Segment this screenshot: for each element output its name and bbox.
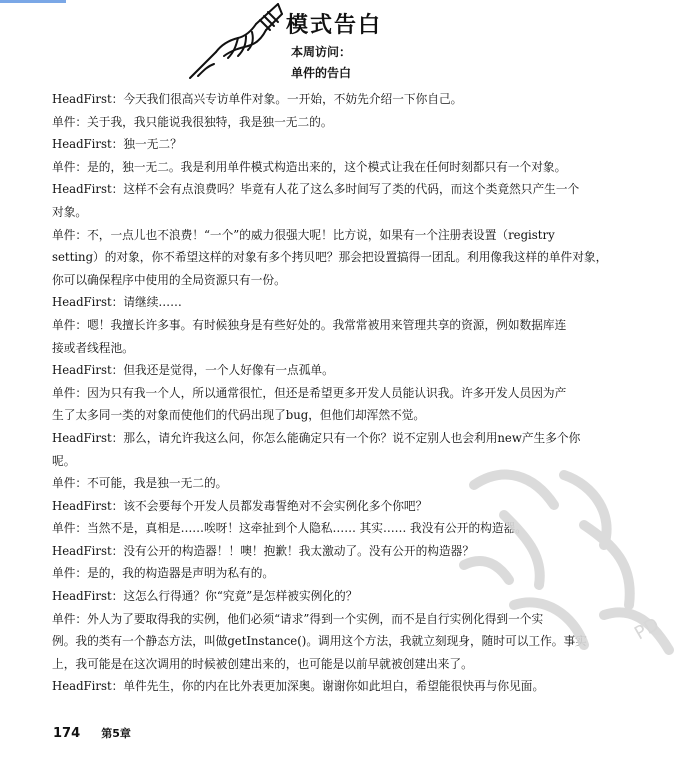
- dialogue-line: 单件：外人为了要取得我的实例，他们必须“请求”得到一个实例，而不是自行实例化得到一个实: [52, 611, 544, 626]
- dialogue-line: HeadFirst：那么，请允许我这么问，你怎么能确定只有一个你？说不定别人也会利用new产生多个你: [52, 430, 581, 445]
- dialogue: [52, 88, 646, 698]
- hand-with-pen-icon: [186, 0, 286, 82]
- dialogue-line: HeadFirst：这样不会有点浪费吗？毕竟有人花了这么多时间写了类的代码，而这个类竟然只产生一个: [52, 182, 580, 197]
- page-title: 模式告白: [286, 13, 383, 38]
- dialogue-line: 生了太多同一类的对象而使他们的代码出现了bug，但他们却浑然不觉。: [52, 408, 426, 423]
- page-number: 174: [53, 726, 81, 741]
- dialogue-line: HeadFirst：没有公开的构造器！！噢！抱歉！我太激动了。没有公开的构造器？: [52, 543, 475, 558]
- chapter-label: 第5章: [101, 727, 131, 740]
- top-rule: [0, 0, 66, 3]
- dialogue-line: 单件：不可能，我是独一无二的。: [52, 476, 228, 491]
- dialogue-line: 单件：因为只有我一个人，所以通常很忙，但还是希望更多开发人员能认识我。许多开发人员因为产: [52, 385, 567, 400]
- dialogue-line: 单件：当然不是，真相是……唉呀！这牵扯到个人隐私…… 其实…… 我没有公开的构造器。: [52, 521, 527, 536]
- dialogue-line: 单件：关于我，我只能说我很独特，我是独一无二的。: [52, 114, 333, 129]
- interview-subject: 单件的告白: [291, 66, 352, 80]
- dialogue-line: HeadFirst：请继续……: [52, 295, 182, 310]
- dialogue-line: 呢。: [52, 453, 76, 468]
- dialogue-line: HeadFirst：该不会要每个开发人员都发毒誓绝对不会实例化多个你吧？: [52, 498, 428, 513]
- dialogue-line: 单件：是的，独一无二。我是利用单件模式构造出来的，这个模式让我在任何时刻都只有一个对象。: [52, 159, 567, 174]
- dialogue-line: 单件：不，一点儿也不浪费！“一个”的威力很强大呢！比方说，如果有一个注册表设置（registry: [52, 227, 555, 242]
- dialogue-line: 对象。: [52, 204, 88, 219]
- page-footer: [53, 722, 131, 741]
- dialogue-line: 你可以确保程序中使用的全局资源只有一份。: [52, 272, 286, 287]
- dialogue-line: HeadFirst：独一无二？: [52, 137, 182, 152]
- dialogue-line: setting）的对象，你不希望这样的对象有多个拷贝吧？那会把设置搞得一团乱。利用像我这样的单件对象，: [52, 250, 608, 265]
- svg-text:PD: PD: [631, 613, 663, 645]
- dialogue-line: 单件：是的，我的构造器是声明为私有的。: [52, 566, 275, 581]
- dialogue-line: HeadFirst：但我还是觉得，一个人好像有一点孤单。: [52, 363, 334, 378]
- dialogue-line: 接或者线程池。: [52, 340, 134, 355]
- dialogue-line: 单件：嗯！我擅长许多事。有时候独身是有些好处的。我常常被用来管理共享的资源，例如数据库连: [52, 317, 567, 332]
- dialogue-line: HeadFirst：这怎么行得通？你“究竟”是怎样被实例化的？: [52, 589, 358, 604]
- interview-label: 本周访问：: [291, 45, 352, 59]
- dialogue-line: 上，我可能是在这次调用的时候被创建出来的，也可能是以前早就被创建出来了。: [52, 656, 473, 671]
- dialogue-line: HeadFirst：今天我们很高兴专访单件对象。一开始，不妨先介绍一下你自己。: [52, 92, 463, 106]
- dialogue-line: 例。我的类有一个静态方法，叫做getInstance()。调用这个方法，我就立刻现身，随时可以工作。事实: [52, 634, 587, 649]
- dialogue-line: HeadFirst：单件先生，你的内在比外表更加深奥。谢谢你如此坦白，希望能很快再与你见面。: [52, 679, 545, 694]
